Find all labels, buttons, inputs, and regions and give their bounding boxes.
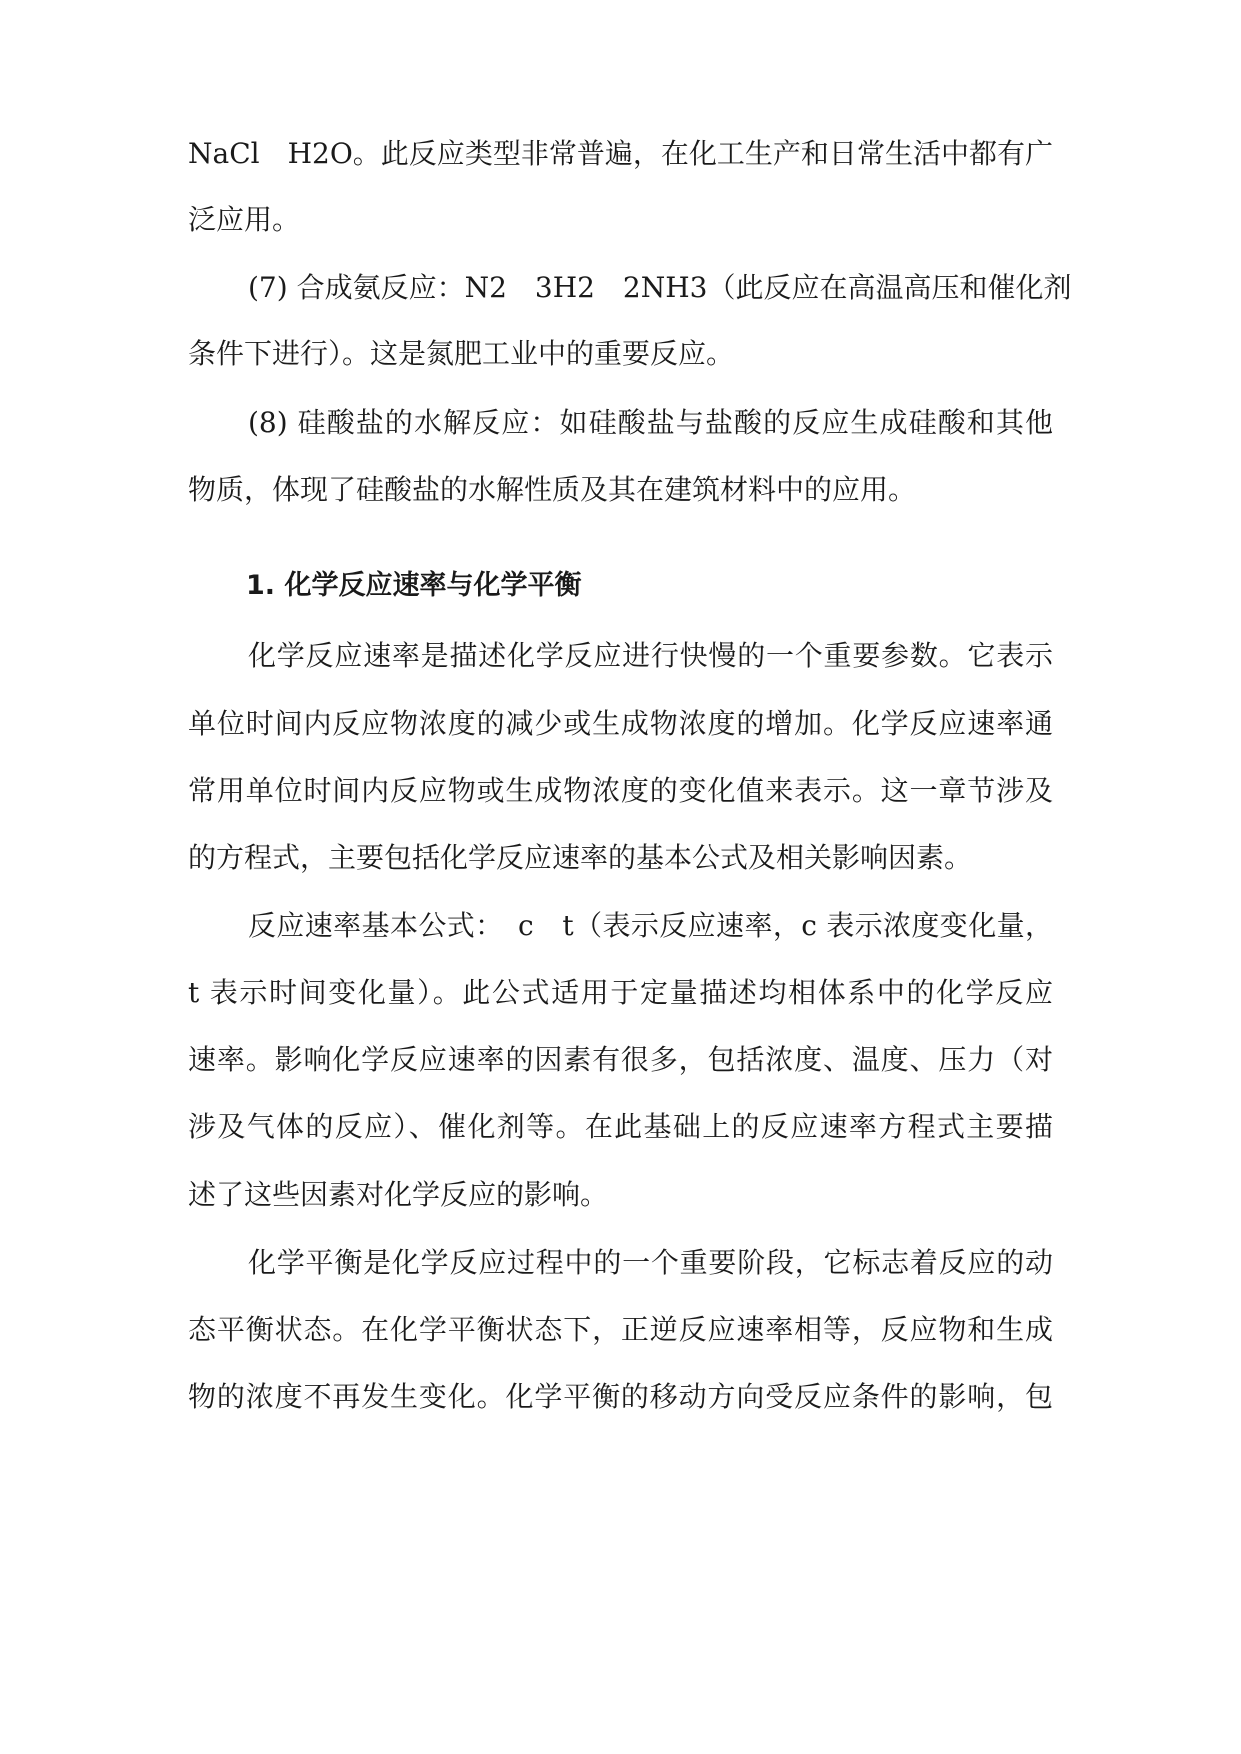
text-line: 条件下进行）。这是氮肥工业中的重要反应。 [188,337,735,370]
paragraph-line: 述了这些因素对化学反应的影响。 [188,1178,609,1211]
paragraph-line: 常用单位时间内反应物或生成物浓度的变化值来表示。这一章节涉及 [188,774,1053,807]
paragraph-line: 的方程式，主要包括化学反应速率的基本公式及相关影响因素。 [188,841,973,874]
paragraph-line: 速率。影响化学反应速率的因素有很多，包括浓度、温度、压力（对 [188,1043,1053,1076]
text-line: 物质，体现了硅酸盐的水解性质及其在建筑材料中的应用。 [188,473,917,506]
list-item-8: (8) 硅酸盐的水解反应：如硅酸盐与盐酸的反应生成硅酸和其他 [248,406,1053,439]
paragraph-line: 反应速率基本公式： c t（表示反应速率，c 表示浓度变化量， [248,909,1053,942]
paragraph-line: 物的浓度不再发生变化。化学平衡的移动方向受反应条件的影响，包 [188,1380,1053,1413]
paragraph-line: 涉及气体的反应）、催化剂等。在此基础上的反应速率方程式主要描 [188,1110,1053,1143]
paragraph-line: 化学反应速率是描述化学反应进行快慢的一个重要参数。它表示 [248,639,1053,672]
section-heading: 1. 化学反应速率与化学平衡 [246,570,582,601]
text-line: 泛应用。 [188,203,301,236]
paragraph-line: 化学平衡是化学反应过程中的一个重要阶段，它标志着反应的动 [248,1246,1053,1279]
paragraph-line: 态平衡状态。在化学平衡状态下，正逆反应速率相等，反应物和生成 [188,1313,1053,1346]
paragraph-line: 单位时间内反应物浓度的减少或生成物浓度的增加。化学反应速率通 [188,707,1053,740]
list-item-7: (7) 合成氨反应：N2 3H2 2NH3（此反应在高温高压和催化剂 [248,271,1072,304]
paragraph-line: t 表示时间变化量）。此公式适用于定量描述均相体系中的化学反应 [188,976,1053,1009]
text-line: NaCl H2O。此反应类型非常普遍，在化工生产和日常生活中都有广 [188,137,1053,170]
